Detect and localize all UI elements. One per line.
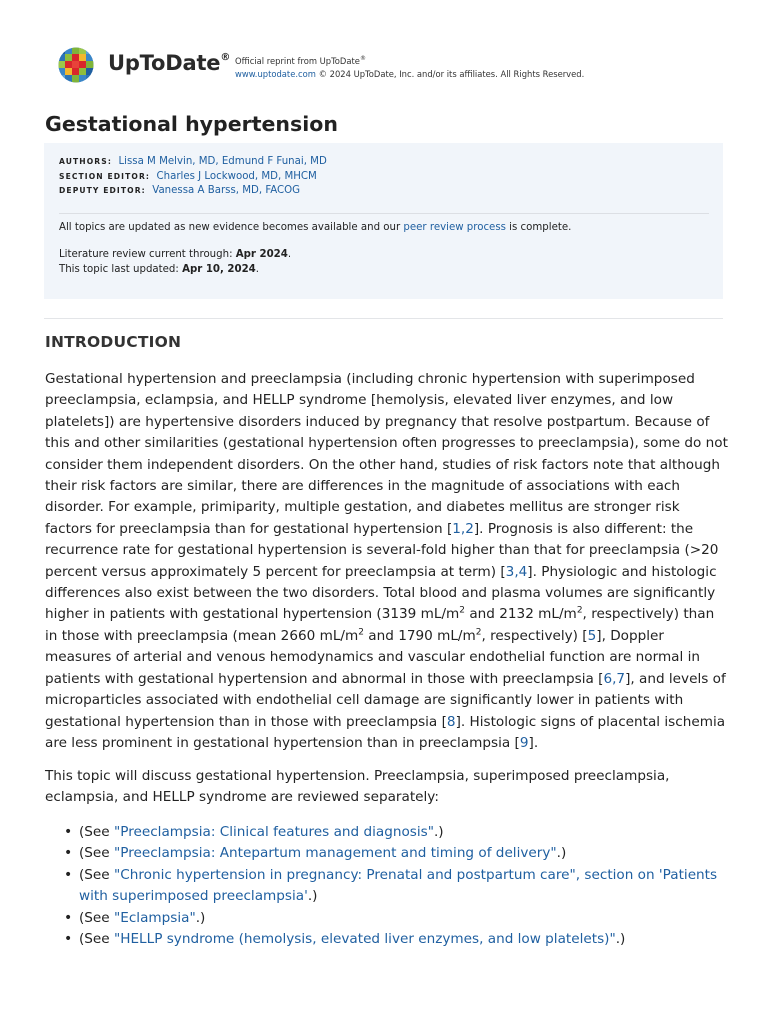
intro-text: ], Doppler measures of arterial and venous hemodynamics and vascular endothelial function are normal in patients with gestational hypertension and abnormal in those with preeclampsia [ [45,627,701,687]
reference-link[interactable]: 6,7 [603,670,626,687]
last-updated-label: This topic last updated: [59,264,183,275]
see-prefix: (See [79,909,114,926]
see-suffix: .) [615,931,626,948]
brand-text: UpToDate [108,51,221,75]
intro-paragraph [45,369,728,754]
header [58,47,738,83]
info-divider [59,213,709,214]
uptodate-site-link[interactable]: www.uptodate.com [235,68,316,79]
literature-review-label: Literature review current through: [59,249,236,260]
intro-text: ]. Prognosis is also different: the recurrence rate for gestational hypertension is several-fold higher than that for preeclampsia (>20 percent versus approximately 5 percent for preeclampsia at term) [ [45,520,719,580]
literature-review-line [59,247,291,262]
topic-link[interactable]: "Preeclampsia: Clinical features and diagnosis" [113,824,434,840]
see-suffix: .) [433,824,444,840]
see-suffix: .) [556,845,567,862]
intro-text: ]. Histologic signs of placental ischemia are less prominent in gestational hypertension than in preeclampsia [ [45,713,726,751]
uptodate-logo [58,47,94,83]
section-heading-introduction: INTRODUCTION [45,333,182,351]
reference-link[interactable]: 3,4 [505,563,528,580]
copyright-line [235,68,584,81]
reference-link[interactable]: 1,2 [452,520,474,537]
copyright-text: © 2024 UpToDate, Inc. and/or its affiliates. All Rights Reserved. [318,68,585,79]
last-updated-line [59,262,259,277]
authors-line [59,155,327,169]
list-item [62,929,732,950]
intro-text: ], and levels of microparticles associated with endothelial cell damage are significantly lower in patients with gestational hypertension than in those with preeclampsia [ [45,670,726,730]
last-updated-end: . [255,264,260,275]
section-editor-line [59,170,317,184]
see-prefix: (See [79,824,114,840]
section-divider [44,318,723,319]
see-prefix: (See [79,866,114,883]
list-item [62,843,732,864]
see-prefix: (See [79,931,114,948]
brand-registered-mark: ® [220,52,231,63]
topic-link[interactable]: "HELLP syndrome (hemolysis, elevated liver enzymes, and low platelets)" [113,931,616,948]
intro-text: and 2132 mL/m [465,606,577,623]
unit-superscript: 2 [459,605,466,616]
list-item [62,865,732,908]
page-title: Gestational hypertension [45,112,338,136]
intro-text: ]. [528,734,539,751]
intro-text: ]. Physiologic and histologic differences also exist between the two disorders. Total blood and plasma volumes are significantly higher in patients with gestational hypertension (3139 mL/m [45,563,717,623]
list-item [62,908,732,929]
update-note [59,220,571,235]
list-item [62,822,732,843]
topic-scope-paragraph: This topic will discuss gestational hypertension. Preeclampsia, superimposed preeclampsia, eclampsia, and HELLP syndrome are reviewed separately: [45,768,670,806]
intro-text: , respectively) than in those with preeclampsia (mean 2660 mL/m [45,606,715,644]
literature-review-date: Apr 2024 [235,249,288,260]
unit-superscript: 2 [475,627,482,638]
see-suffix: .) [307,888,318,905]
brand-name [108,51,230,75]
deputy-editor-label: DEPUTY EDITOR: [59,186,146,195]
reprint-notice [235,52,584,81]
intro-text: Gestational hypertension and preeclampsia (including chronic hypertension with superimposed preeclampsia, eclampsia, and HELLP syndrome [hemolysis, elevated liver enzymes, and low platelets]) are hypertensive disorders induced by pregnancy that resolve postpartum. Because of this and other similarities (gestational hypertension often progresses to preeclampsia), some do not consider them independent disorders. On the other hand, studies of risk factors note that although their risk factors are similar, there are differences in the magnitude of associations with each disorder. For example, primiparity, multiple gestation, and diabetes mellitus are stronger risk factors for preeclampsia than for gestational hypertension [ [45,371,728,537]
update-note-suffix: is complete. [505,222,572,233]
unit-superscript: 2 [576,605,583,616]
topic-link[interactable]: "Eclampsia" [113,909,196,926]
last-updated-date: Apr 10, 2024 [182,264,256,275]
peer-review-link[interactable]: peer review process [403,222,506,233]
intro-text: and 1790 mL/m [363,627,476,644]
see-suffix: .) [195,909,206,926]
reprint-label: Official reprint from UpToDate [235,55,360,66]
authors-names[interactable]: Lissa M Melvin, MD, Edmund F Funai, MD [118,156,327,167]
see-prefix: (See [79,845,114,862]
reference-link[interactable]: 9 [519,734,529,751]
authors-label: AUTHORS: [59,157,112,166]
reprint-registered-mark: ® [359,55,366,62]
reference-link[interactable]: 5 [587,627,597,644]
reference-link[interactable]: 8 [446,713,456,730]
update-note-prefix: All topics are updated as new evidence becomes available and our [59,222,404,233]
topic-link[interactable]: "Chronic hypertension in pregnancy: Prenatal and postpartum care", section on 'Patients with superimposed preeclampsia' [79,866,718,905]
literature-review-end: . [287,249,292,260]
topic-info-box [44,143,723,299]
intro-text: , respectively) [ [481,627,588,644]
reprint-line [235,52,584,68]
topic-link[interactable]: "Preeclampsia: Antepartum management and timing of delivery" [113,845,557,862]
section-editor-label: SECTION EDITOR: [59,172,151,181]
deputy-editor-line [59,184,300,198]
unit-superscript: 2 [358,627,364,638]
related-topics-list [62,822,732,950]
section-editor-name[interactable]: Charles J Lockwood, MD, MHCM [156,171,317,182]
deputy-editor-name[interactable]: Vanessa A Barss, MD, FACOG [152,185,301,196]
